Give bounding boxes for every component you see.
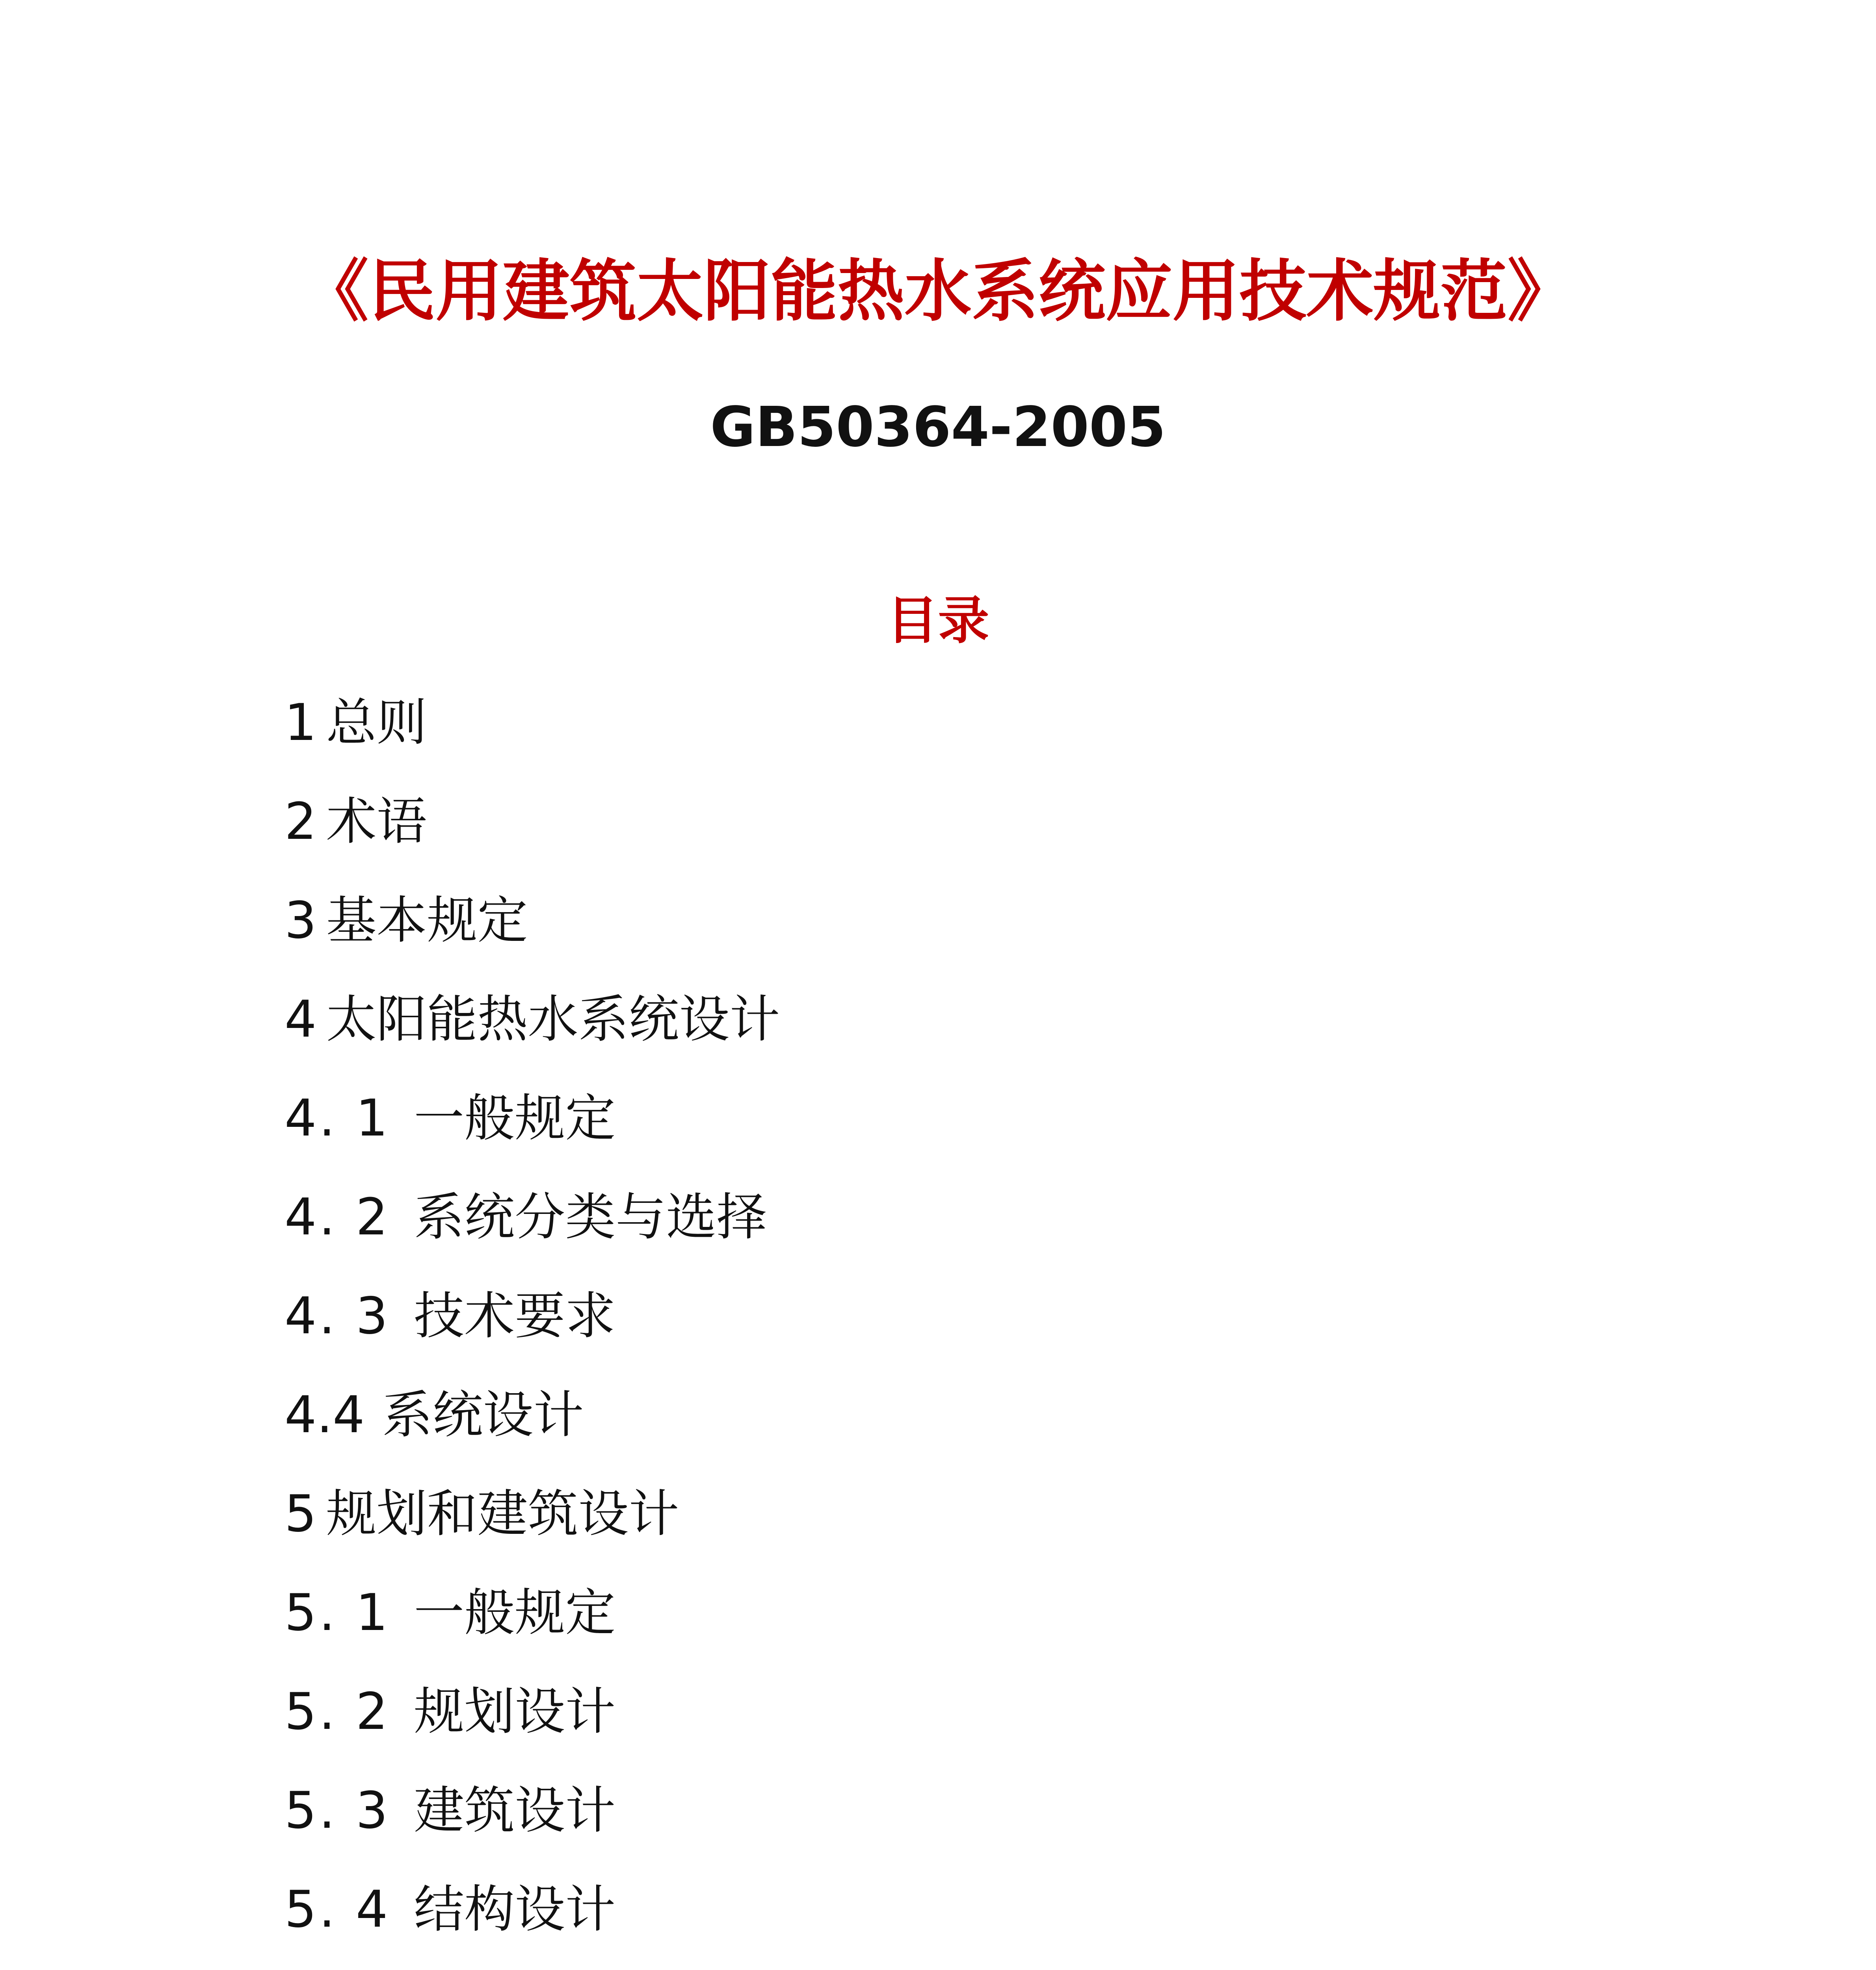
toc-item-text: 建筑设计 bbox=[414, 1781, 616, 1840]
toc-item-text: 系统分类与选择 bbox=[414, 1188, 767, 1247]
toc-item-5-4 bbox=[284, 1878, 780, 1970]
toc-item-4-1 bbox=[284, 1087, 780, 1186]
toc-item-text: 一般规定 bbox=[414, 1583, 616, 1642]
toc-item-text: 基本规定 bbox=[326, 891, 528, 950]
toc-item-text: 规划设计 bbox=[414, 1682, 616, 1741]
table-of-contents bbox=[284, 691, 780, 1970]
document-title: 《民用建筑太阳能热水系统应用技术规范》 bbox=[301, 253, 1575, 331]
toc-item-text: 规划和建筑设计 bbox=[326, 1485, 679, 1543]
toc-item-4-4 bbox=[284, 1384, 780, 1483]
toc-item-text: 技术要求 bbox=[414, 1287, 616, 1346]
toc-item-number: 4. 1 bbox=[284, 1089, 390, 1148]
standard-code: GB50364-2005 bbox=[710, 395, 1166, 459]
toc-item-4-3 bbox=[284, 1285, 780, 1384]
toc-item-number: 5 bbox=[284, 1485, 317, 1543]
toc-item-number: 4 bbox=[284, 990, 317, 1049]
toc-item-4-2 bbox=[284, 1186, 780, 1285]
toc-heading: 目录 bbox=[887, 591, 989, 650]
toc-item-text: 术语 bbox=[326, 792, 427, 851]
toc-item-number: 5. 1 bbox=[284, 1583, 390, 1642]
toc-item-5-3 bbox=[284, 1779, 780, 1878]
toc-item-3 bbox=[284, 889, 780, 988]
toc-item-5-2 bbox=[284, 1680, 780, 1779]
toc-item-number: 4. 2 bbox=[284, 1188, 390, 1247]
toc-item-text: 系统设计 bbox=[382, 1386, 584, 1444]
toc-item-text: 一般规定 bbox=[414, 1089, 616, 1148]
toc-item-number: 4.4 bbox=[284, 1386, 365, 1444]
toc-item-4 bbox=[284, 988, 780, 1087]
toc-item-1 bbox=[284, 691, 780, 790]
toc-item-number: 3 bbox=[284, 891, 317, 950]
toc-item-number: 5. 4 bbox=[284, 1880, 390, 1939]
toc-item-text: 结构设计 bbox=[414, 1880, 616, 1939]
toc-item-number: 2 bbox=[284, 792, 317, 851]
toc-item-number: 1 bbox=[284, 693, 317, 752]
toc-item-number: 4. 3 bbox=[284, 1287, 390, 1346]
toc-item-text: 太阳能热水系统设计 bbox=[326, 990, 780, 1049]
toc-item-5 bbox=[284, 1483, 780, 1582]
toc-item-5-1 bbox=[284, 1582, 780, 1680]
toc-item-text: 总则 bbox=[326, 693, 427, 752]
toc-item-2 bbox=[284, 790, 780, 889]
toc-item-number: 5. 2 bbox=[284, 1682, 390, 1741]
toc-item-number: 5. 3 bbox=[284, 1781, 390, 1840]
